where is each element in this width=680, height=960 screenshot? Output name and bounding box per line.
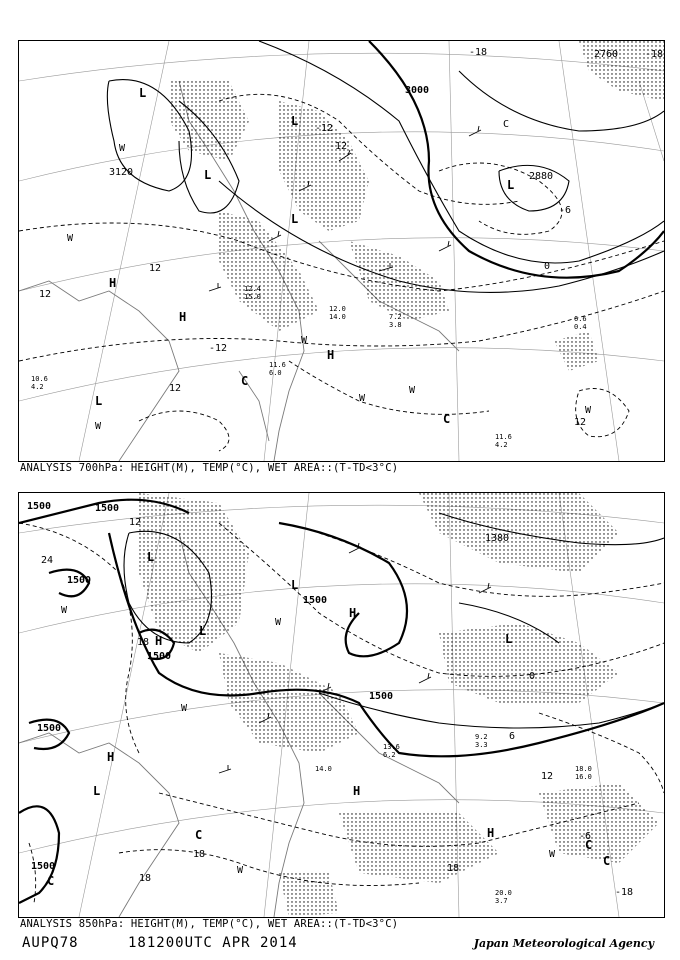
station-value: 14.0 [315,765,332,773]
temp-label: 12 [541,771,554,782]
low-center: L [505,632,513,646]
station-value: 12.0 [329,305,346,313]
caption-850hpa: ANALYSIS 850hPa: HEIGHT(M), TEMP(°C), WET AREA::(T-TD<3°C) [20,918,399,930]
height-label: 1500 [147,651,172,662]
height-label: 2880 [529,171,554,182]
height-label: 1500 [31,861,56,872]
height-label: 1500 [95,503,120,514]
height-label: 3120 [109,167,134,178]
cold-center: C [47,874,55,888]
height-label: 1500 [27,501,52,512]
station-value: 3.3 [475,741,488,749]
warm-mark: W [549,849,556,860]
height-label: 1500 [37,723,62,734]
station-value: 7.2 [389,313,402,321]
station-value: 15.0 [244,293,261,301]
high-center: H [487,826,495,840]
agency-name: Japan Meteorological Agency [473,937,654,950]
temp-label: 24 [41,555,54,566]
height-label: 2760 [594,49,619,60]
height-label: 1500 [303,595,328,606]
warm-mark: W [95,421,102,432]
warm-mark: W [181,703,188,714]
low-center: L [95,394,103,408]
warm-mark: W [301,335,308,346]
station-value: 18.0 [575,765,592,773]
low-center: L [507,178,515,192]
station-value: 16.0 [575,773,592,781]
cold-center: C [603,854,611,868]
temp-label: 0 [544,261,551,272]
low-center: L [291,114,299,128]
station-value: 9.2 [475,733,488,741]
warm-mark: W [119,143,126,154]
temp-label: 12 [169,383,182,394]
temp-label: 18 [137,637,150,648]
height-label: 1500 [369,691,394,702]
station-value: 13.6 [383,743,400,751]
temp-label: 12 [129,517,142,528]
temp-label: 18 [139,873,152,884]
station-value: 3.7 [495,897,508,905]
height-label: 3000 [405,85,430,96]
station-value: 14.0 [329,313,346,321]
cold-center: C [585,838,593,852]
temp-label: -18 [645,49,664,60]
warm-mark: C [503,119,510,130]
station-value: 6.2 [383,751,396,759]
temp-label: 12 [574,417,587,428]
station-value: 12.4 [244,285,261,293]
station-value: 10.6 [31,375,48,383]
temp-label: -18 [469,47,488,58]
temp-label: 18 [193,849,206,860]
bulletin-code: AUPQ78 [22,935,79,951]
map-850hpa [18,492,665,918]
low-center: L [291,212,299,226]
warm-mark: W [237,865,244,876]
height-label: 1380 [485,533,510,544]
temp-label: -6 [559,205,572,216]
high-center: H [327,348,335,362]
high-center: H [349,606,357,620]
warm-mark: W [61,605,68,616]
warm-mark: W [359,393,366,404]
low-center: L [139,86,147,100]
low-center: L [199,624,207,638]
station-value: 6.0 [269,369,282,377]
caption-700hpa: ANALYSIS 700hPa: HEIGHT(M), TEMP(°C), WET AREA::(T-TD<3°C) [20,462,399,474]
high-center: H [107,750,115,764]
temp-label: 12 [149,263,162,274]
valid-time: 181200UTC APR 2014 [128,935,298,951]
temp-label: 0 [529,671,536,682]
low-center: L [291,578,299,592]
station-value: 4.2 [495,441,508,449]
temp-label: -18 [615,887,634,898]
temp-label: -12 [315,123,334,134]
warm-mark: W [409,385,416,396]
cold-center: C [443,412,451,426]
high-center: H [353,784,361,798]
station-value: 20.0 [495,889,512,897]
high-center: H [109,276,117,290]
low-center: L [93,784,101,798]
high-center: H [155,634,163,648]
station-value: 3.8 [389,321,402,329]
warm-mark: W [585,405,592,416]
temp-label: 6 [509,731,516,742]
map-700hpa-canvas [19,41,664,461]
map-700hpa [18,40,665,462]
height-label: 1500 [67,575,92,586]
temp-label: -12 [329,141,348,152]
station-value: 0.4 [574,323,587,331]
map-850hpa-canvas [19,493,664,917]
low-center: L [204,168,212,182]
station-value: 11.6 [269,361,286,369]
temp-label: -12 [209,343,228,354]
station-value: 11.6 [495,433,512,441]
cold-center: C [241,374,249,388]
station-value: 6.6 [574,315,587,323]
warm-mark: W [275,617,282,628]
station-value: 4.2 [31,383,44,391]
low-center: L [147,550,155,564]
warm-mark: W [67,233,74,244]
cold-center: C [195,828,203,842]
temp-label: 12 [39,289,52,300]
temp-label: 18 [447,863,460,874]
high-center: H [179,310,187,324]
temp-label: -6 [579,831,592,842]
